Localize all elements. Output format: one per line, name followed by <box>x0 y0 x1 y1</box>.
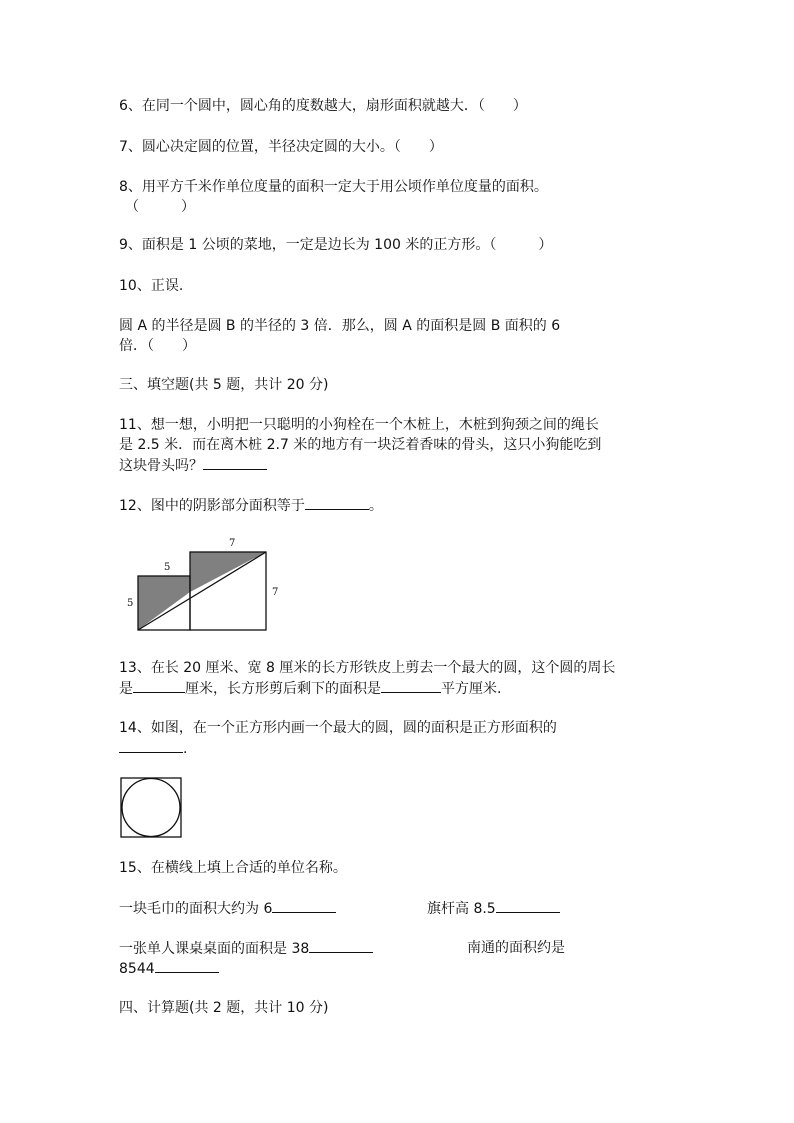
question-15-c <box>119 938 373 959</box>
question-10-title: 10、正误. <box>119 278 184 294</box>
question-13-line2-c: 平方厘米. <box>441 681 502 697</box>
question-11-line3-text: 这块骨头吗？ <box>119 458 203 474</box>
section-3-title: 三、填空题(共 5 题，共计 20 分) <box>119 377 329 393</box>
question-15-c-text: 一张单人课桌桌面的面积是 38 <box>119 941 310 957</box>
square-circle-figure <box>120 777 184 839</box>
answer-blank-15e[interactable] <box>155 958 219 973</box>
label-top-large: 7 <box>229 538 236 549</box>
question-11-line3 <box>119 455 267 476</box>
question-15-e-text: 8544 <box>119 961 155 977</box>
answer-blank-12[interactable] <box>305 495 369 510</box>
shaded-area-figure <box>120 530 290 635</box>
question-13-line2 <box>119 678 501 699</box>
question-13-line1: 13、在长 20 厘米、宽 8 厘米的长方形铁皮上剪去一个最大的圆，这个圆的周长 <box>119 660 616 676</box>
inscribed-circle <box>122 779 180 837</box>
label-top-small: 5 <box>164 562 171 573</box>
question-14-line1: 14、如图，在一个正方形内画一个最大的圆，圆的面积是正方形面积的 <box>119 720 557 736</box>
answer-blank-13a[interactable] <box>133 678 185 693</box>
question-15-a-text: 一块毛巾的面积大约为 6 <box>119 901 273 917</box>
answer-blank-15b[interactable] <box>496 898 560 913</box>
question-10-line2: 倍．（ ） <box>119 338 196 354</box>
question-15-b-text: 旗杆高 8.5 <box>427 901 496 917</box>
section-4-title: 四、计算题(共 2 题，共计 10 分) <box>119 1000 329 1016</box>
question-13-line2-a: 是 <box>119 681 133 697</box>
question-11-line2: 是 2.5 米．而在离木桩 2.7 米的地方有一块泛着香味的骨头，这只小狗能吃到 <box>119 437 602 453</box>
label-right: 7 <box>272 587 279 598</box>
answer-blank-13b[interactable] <box>381 678 441 693</box>
question-15-a <box>119 898 336 919</box>
question-14-line2 <box>119 738 187 759</box>
question-9: 9、面积是 1 公顷的菜地，一定是边长为 100 米的正方形。（ ） <box>119 237 553 253</box>
question-13-line2-b: 厘米，长方形剪后剩下的面积是 <box>185 681 381 697</box>
question-12-text: 12、图中的阴影部分面积等于 <box>119 498 305 514</box>
question-8-line2: （ ） <box>125 199 195 215</box>
answer-blank-15a[interactable] <box>272 898 336 913</box>
shaded-region-right <box>190 552 266 592</box>
answer-blank-11[interactable] <box>203 455 267 470</box>
answer-blank-15c[interactable] <box>309 938 373 953</box>
question-10-line1: 圆 A 的半径是圆 B 的半径的 3 倍．那么，圆 A 的面积是圆 B 面积的 6 <box>119 318 561 334</box>
question-11-line1: 11、想一想，小明把一只聪明的小狗栓在一个木桩上，木桩到狗颈之间的绳长 <box>119 417 599 433</box>
question-15-title: 15、在横线上填上合适的单位名称。 <box>119 860 347 876</box>
question-7: 7、圆心决定圆的位置，半径决定圆的大小。（ ） <box>119 139 443 155</box>
question-12 <box>119 495 383 516</box>
question-12-end: 。 <box>368 498 383 514</box>
question-6: 6、在同一个圆中，圆心角的度数越大，扇形面积就越大．（ ） <box>119 98 527 114</box>
question-15-e <box>119 958 219 979</box>
question-15-b <box>427 898 560 919</box>
answer-blank-14[interactable] <box>119 738 183 753</box>
label-left: 5 <box>127 598 134 609</box>
question-8-line1: 8、用平方千米作单位度量的面积一定大于用公顷作单位度量的面积。 <box>119 179 548 195</box>
question-15-d: 南通的面积约是 <box>467 940 565 956</box>
question-14-end: . <box>183 741 188 757</box>
